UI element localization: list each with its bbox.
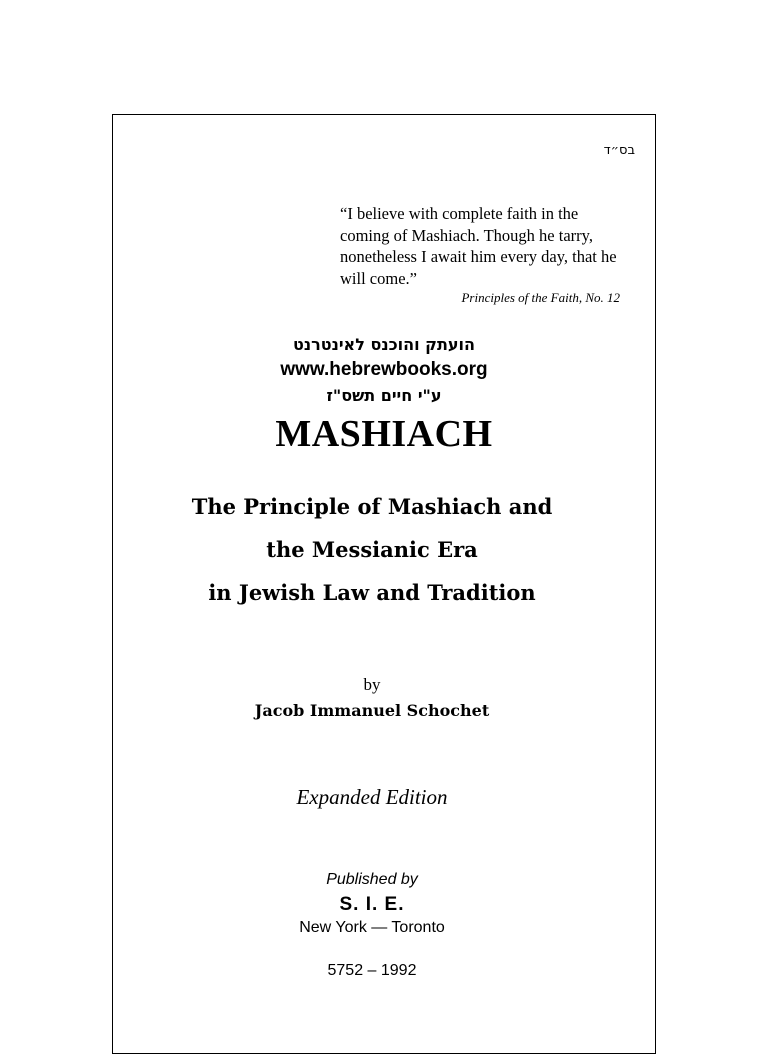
header-hebrew: בס״ד [603,143,635,158]
stamp-hebrew-line: הועתק והוכנס לאינטרנט [292,335,476,354]
subtitle-line-3: in Jewish Law and Tradition [208,580,536,605]
publisher-place: New York — Toronto [299,919,445,936]
epigraph-source: Principles of the Faith, No. 12 [461,290,620,305]
stamp-hebrew-credit: ע"י חיים תשס"ז [326,386,442,405]
subtitle-line-1: The Principle of Mashiach and [191,494,553,519]
author-name: Jacob Immanuel Schochet [254,701,490,720]
edition-label: Expanded Edition [296,785,448,809]
publisher-name: S. I. E. [339,894,405,915]
publication-year: 5752 – 1992 [327,962,417,979]
epigraph-quote: “I believe with complete faith in the coming of Mashiach. Though he tarry, nonetheless I await him every day, that he will come.” [340,204,617,288]
published-by-label: Published by [326,871,418,888]
book-title: MASHIACH [275,413,493,455]
subtitle-line-2: the Messianic Era [266,537,478,562]
stamp-url[interactable]: www.hebrewbooks.org [280,359,488,380]
by-label: by [363,675,381,694]
